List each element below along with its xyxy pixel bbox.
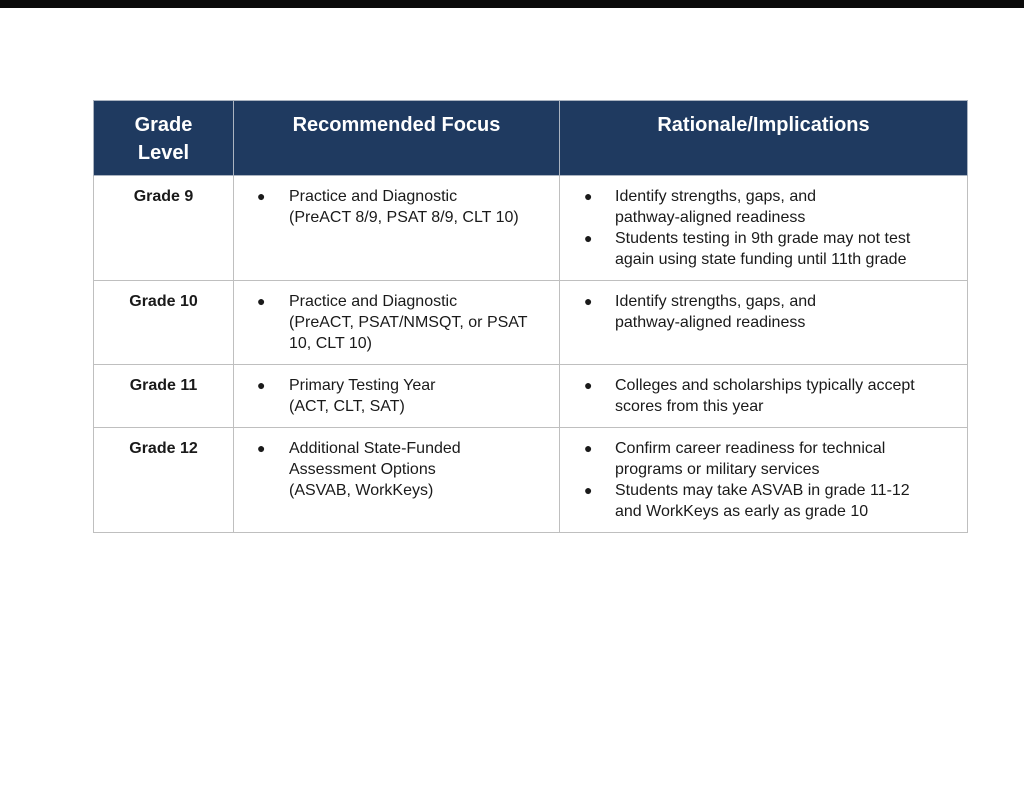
bullet-list [560,186,967,270]
bullet-dot-icon: ● [584,377,593,393]
bullet-list [234,438,559,501]
grade-cell: Grade 10 [94,281,234,365]
table-row [94,428,968,533]
bullet-item [560,375,967,417]
rationale-cell [560,365,968,428]
bullet-dot-icon: ● [584,230,593,246]
grade-cell: Grade 9 [94,176,234,281]
rationale-cell [560,176,968,281]
bullet-item [234,186,559,228]
bullet-dot-icon: ● [584,482,593,498]
table-body [94,176,968,533]
header-rationale: Rationale/Implications [560,101,968,176]
focus-cell [234,428,560,533]
grade-cell: Grade 12 [94,428,234,533]
bullet-item [560,186,967,228]
bullet-item [234,438,559,501]
bullet-item [560,228,967,270]
bullet-text: Primary Testing Year (ACT, CLT, SAT) [289,377,436,415]
bullet-text: Additional State-Funded Assessment Options (ASVAB, WorkKeys) [289,440,461,499]
bullet-list [234,291,559,354]
grade-cell: Grade 11 [94,365,234,428]
bullet-list [560,375,967,417]
header-recommended-focus: Recommended Focus [234,101,560,176]
bullet-dot-icon: ● [257,440,266,456]
bullet-dot-icon: ● [257,377,266,393]
bullet-item [560,438,967,480]
bullet-text: Confirm career readiness for technical programs or military services [615,440,886,478]
rationale-cell [560,428,968,533]
focus-cell [234,176,560,281]
bullet-item [560,480,967,522]
bullet-text: Colleges and scholarships typically accept scores from this year [615,377,915,415]
bullet-dot-icon: ● [584,188,593,204]
bullet-item [560,291,967,333]
bullet-list [560,438,967,522]
focus-cell [234,365,560,428]
grade-recommendation-table [93,100,968,533]
bullet-text: Practice and Diagnostic (PreACT, PSAT/NMSQT, or PSAT 10, CLT 10) [289,293,528,352]
header-grade-level: Grade Level [94,101,234,176]
bullet-list [560,291,967,333]
bullet-text: Identify strengths, gaps, and pathway-aligned readiness [615,188,817,226]
table-row [94,176,968,281]
bullet-item [234,375,559,417]
bullet-dot-icon: ● [584,293,593,309]
header-row [94,101,968,176]
top-border-bar [0,0,1024,8]
bullet-text: Students testing in 9th grade may not test again using state funding until 11th grade [615,230,911,268]
bullet-text: Students may take ASVAB in grade 11-12 and WorkKeys as early as grade 10 [615,482,910,520]
bullet-list [234,375,559,417]
bullet-list [234,186,559,228]
bullet-dot-icon: ● [257,188,266,204]
bullet-dot-icon: ● [584,440,593,456]
bullet-text: Identify strengths, gaps, and pathway-aligned readiness [615,293,817,331]
rationale-cell [560,281,968,365]
bullet-dot-icon: ● [257,293,266,309]
table-row [94,281,968,365]
table-row [94,365,968,428]
bullet-text: Practice and Diagnostic (PreACT 8/9, PSAT 8/9, CLT 10) [289,188,519,226]
bullet-item [234,291,559,354]
focus-cell [234,281,560,365]
